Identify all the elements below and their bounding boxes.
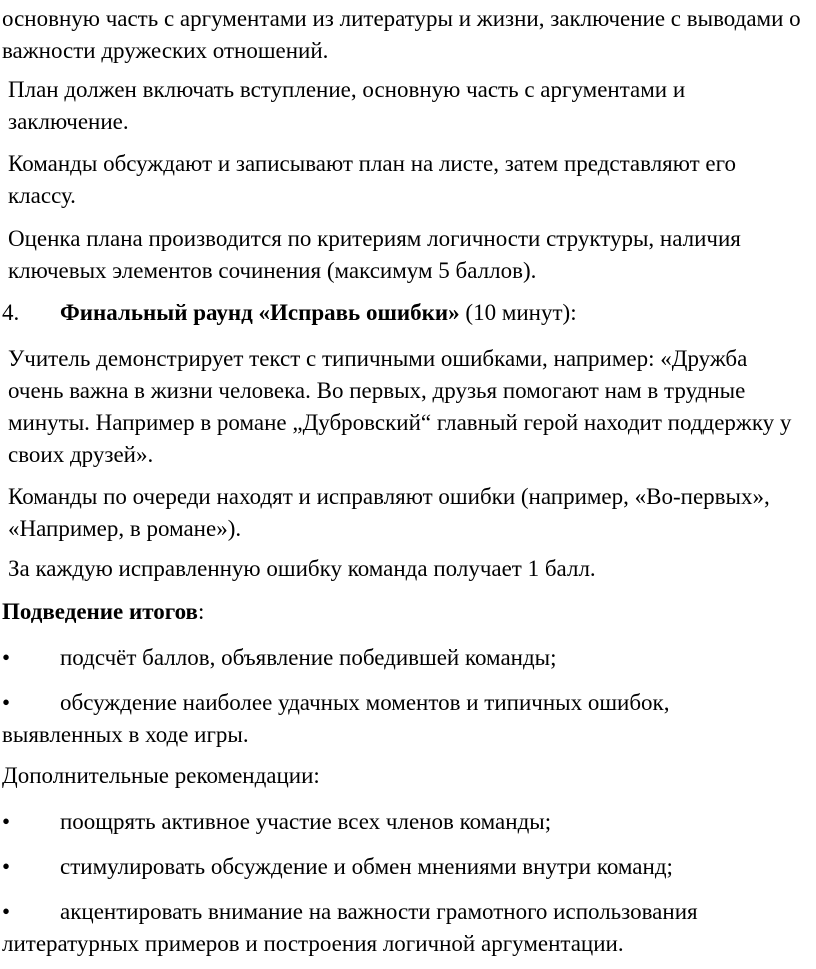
extra-item-text: стимулировать обсуждение и обмен мнениями внутри команд; (60, 854, 673, 879)
extra-heading-text: Дополнительные рекомендации: (2, 763, 320, 788)
extra-list-item (2, 896, 802, 928)
paragraph-points: За каждую исправленную ошибку команда получает 1 балл. (8, 556, 596, 581)
bullet-icon: • (2, 690, 11, 715)
summary-item-continuation-text: выявленных в ходе игры. (2, 722, 249, 747)
extra-list-item-continuation (2, 928, 802, 960)
extra-list-item (2, 851, 802, 883)
summary-heading (2, 596, 802, 628)
extra-item-text: поощрять активное участие всех членов команды; (60, 809, 552, 834)
summary-list-item (2, 687, 802, 719)
round-title: Финальный раунд «Исправь ошибки» (60, 300, 460, 325)
bullet-icon: • (2, 899, 11, 924)
extra-list-item (2, 806, 802, 838)
summary-heading-text: Подведение итогов (2, 599, 198, 624)
paragraph-teams-discuss: Команды обсуждают и записывают план на листе, затем представляют его классу. (8, 151, 737, 208)
bullet-icon: • (2, 809, 11, 834)
summary-item-text: подсчёт баллов, объявление победившей команды; (60, 645, 557, 670)
bullet-icon: • (2, 645, 11, 670)
round-4-heading (2, 297, 802, 329)
summary-heading-colon: : (197, 599, 205, 624)
summary-item-text: обсуждение наиболее удачных моментов и типичных ошибок, (60, 690, 670, 715)
paragraph-teacher-demo: Учитель демонстрирует текст с типичными ошибками, например: «Дружба очень важна в жизни человека. Во первых, друзья помогают нам в трудные минуты. Например в романе „Дубровский“ главный герой находит поддержку у своих друзей». (8, 346, 792, 467)
paragraph-plan-evaluation: Оценка плана производится по критериям логичности структуры, наличия ключевых элементов сочинения (максимум 5 баллов). (8, 226, 741, 283)
extra-item-continuation-text: литературных примеров и построения логичной аргументации. (2, 931, 624, 956)
summary-list-item (2, 642, 802, 674)
round-time: (10 минут): (459, 300, 577, 325)
summary-list-item-continuation (2, 719, 802, 751)
extra-heading (2, 760, 802, 792)
bullet-icon: • (2, 854, 11, 879)
paragraph-intro-continuation: основную часть с аргументами из литературы и жизни, заключение с выводами о важности дружеских отношений. (2, 6, 801, 63)
paragraph-teams-correct: Команды по очереди находят и исправляют ошибки (например, «Во-первых», «Например, в романе»). (8, 484, 770, 541)
extra-item-text: акцентировать внимание на важности грамотного использования (60, 899, 698, 924)
round-number: 4. (2, 300, 20, 325)
paragraph-plan-structure: План должен включать вступление, основную часть с аргументами и заключение. (8, 77, 686, 134)
